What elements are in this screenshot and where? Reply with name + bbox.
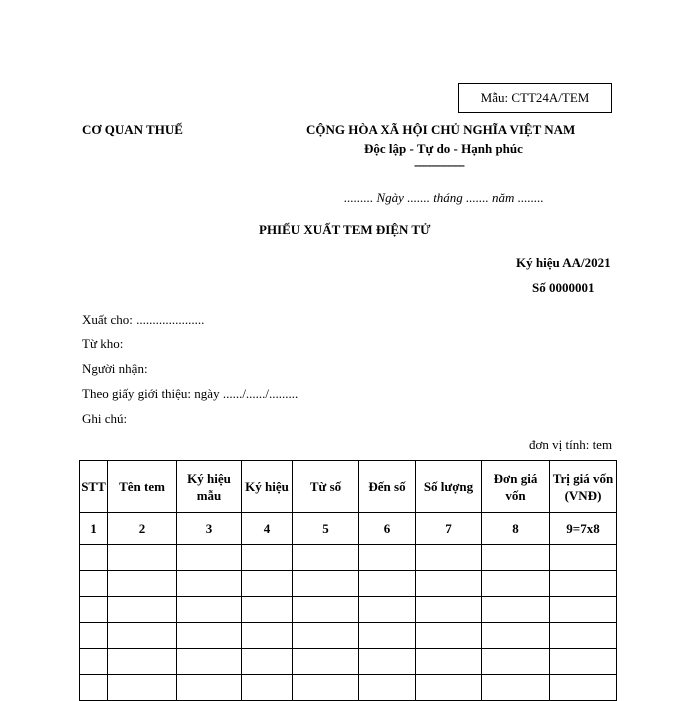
header-cell: Ký hiệu mẫu xyxy=(177,461,242,513)
empty-cell xyxy=(242,675,293,701)
document-title: PHIẾU XUẤT TEM ĐIỆN TỬ xyxy=(259,222,431,237)
column-number-cell: 7 xyxy=(416,513,482,545)
empty-cell xyxy=(359,649,416,675)
empty-cell xyxy=(550,597,617,623)
empty-cell xyxy=(177,571,242,597)
empty-cell xyxy=(550,623,617,649)
header-cell: Ký hiệu xyxy=(242,461,293,513)
empty-cell xyxy=(416,675,482,701)
empty-cell xyxy=(177,675,242,701)
empty-cell xyxy=(550,675,617,701)
table-row xyxy=(80,571,617,597)
empty-cell xyxy=(80,675,108,701)
empty-cell xyxy=(242,649,293,675)
empty-cell xyxy=(242,545,293,571)
empty-cell xyxy=(108,649,177,675)
field-from-warehouse: Từ kho: xyxy=(82,336,124,351)
empty-cell xyxy=(293,597,359,623)
header-cell: Đơn giá vốn xyxy=(482,461,550,513)
document-number: Số 0000001 xyxy=(532,280,595,295)
empty-cell xyxy=(482,649,550,675)
table-row xyxy=(80,623,617,649)
header-cell: STT xyxy=(80,461,108,513)
stamp-table xyxy=(79,460,617,701)
empty-cell xyxy=(550,649,617,675)
empty-cell xyxy=(242,571,293,597)
empty-cell xyxy=(482,675,550,701)
header-cell: Đến số xyxy=(359,461,416,513)
column-number-cell: 4 xyxy=(242,513,293,545)
header-cell: Trị giá vốn (VNĐ) xyxy=(550,461,617,513)
column-number-cell: 2 xyxy=(108,513,177,545)
empty-cell xyxy=(80,649,108,675)
empty-cell xyxy=(177,545,242,571)
empty-cell xyxy=(293,545,359,571)
empty-cell xyxy=(416,571,482,597)
empty-cell xyxy=(80,623,108,649)
empty-cell xyxy=(242,623,293,649)
unit-label: đơn vị tính: tem xyxy=(529,437,613,452)
table-row xyxy=(80,675,617,701)
empty-cell xyxy=(416,597,482,623)
field-note: Ghi chú: xyxy=(82,411,128,426)
empty-cell xyxy=(80,545,108,571)
empty-cell xyxy=(482,545,550,571)
column-number-cell: 1 xyxy=(80,513,108,545)
column-number-cell: 3 xyxy=(177,513,242,545)
nation-title: CỘNG HÒA XÃ HỘI CHỦ NGHĨA VIỆT NAM xyxy=(306,122,576,137)
empty-cell xyxy=(482,597,550,623)
empty-cell xyxy=(550,545,617,571)
motto-separator: --------------- xyxy=(414,157,464,172)
empty-cell xyxy=(359,623,416,649)
empty-cell xyxy=(416,545,482,571)
empty-cell xyxy=(108,571,177,597)
column-number-row xyxy=(80,513,617,545)
header-cell: Số lượng xyxy=(416,461,482,513)
empty-cell xyxy=(242,597,293,623)
empty-cell xyxy=(293,649,359,675)
empty-cell xyxy=(359,545,416,571)
empty-cell xyxy=(80,597,108,623)
document-symbol: Ký hiệu AA/2021 xyxy=(516,255,611,270)
table-header-row xyxy=(80,461,617,513)
empty-cell xyxy=(108,545,177,571)
empty-cell xyxy=(359,571,416,597)
column-number-cell: 8 xyxy=(482,513,550,545)
column-number-cell: 9=7x8 xyxy=(550,513,617,545)
empty-cell xyxy=(359,675,416,701)
header-cell: Tên tem xyxy=(108,461,177,513)
empty-cell xyxy=(108,675,177,701)
empty-cell xyxy=(416,623,482,649)
empty-cell xyxy=(108,623,177,649)
empty-cell xyxy=(359,597,416,623)
empty-cell xyxy=(177,597,242,623)
motto: Độc lập - Tự do - Hạnh phúc xyxy=(364,141,523,156)
empty-cell xyxy=(80,571,108,597)
table-row xyxy=(80,597,617,623)
header-cell: Từ số xyxy=(293,461,359,513)
empty-cell xyxy=(293,675,359,701)
empty-cell xyxy=(293,623,359,649)
empty-cell xyxy=(177,649,242,675)
empty-cell xyxy=(550,571,617,597)
column-number-cell: 6 xyxy=(359,513,416,545)
empty-cell xyxy=(482,623,550,649)
empty-cell xyxy=(177,623,242,649)
field-export-to: Xuất cho: ..................... xyxy=(82,312,205,327)
empty-cell xyxy=(416,649,482,675)
empty-cell xyxy=(293,571,359,597)
form-code-box xyxy=(458,83,612,113)
form-code: Mẫu: CTT24A/TEM xyxy=(480,90,590,105)
date-line: ......... Ngày ....... tháng ....... năm ........ xyxy=(344,190,544,205)
empty-cell xyxy=(108,597,177,623)
field-receiver: Người nhận: xyxy=(82,361,148,376)
table-row xyxy=(80,545,617,571)
agency-name: CƠ QUAN THUẾ xyxy=(82,122,183,137)
empty-cell xyxy=(482,571,550,597)
column-number-cell: 5 xyxy=(293,513,359,545)
table-row xyxy=(80,649,617,675)
field-referral: Theo giấy giới thiệu: ngày ....../....../......... xyxy=(82,386,299,401)
